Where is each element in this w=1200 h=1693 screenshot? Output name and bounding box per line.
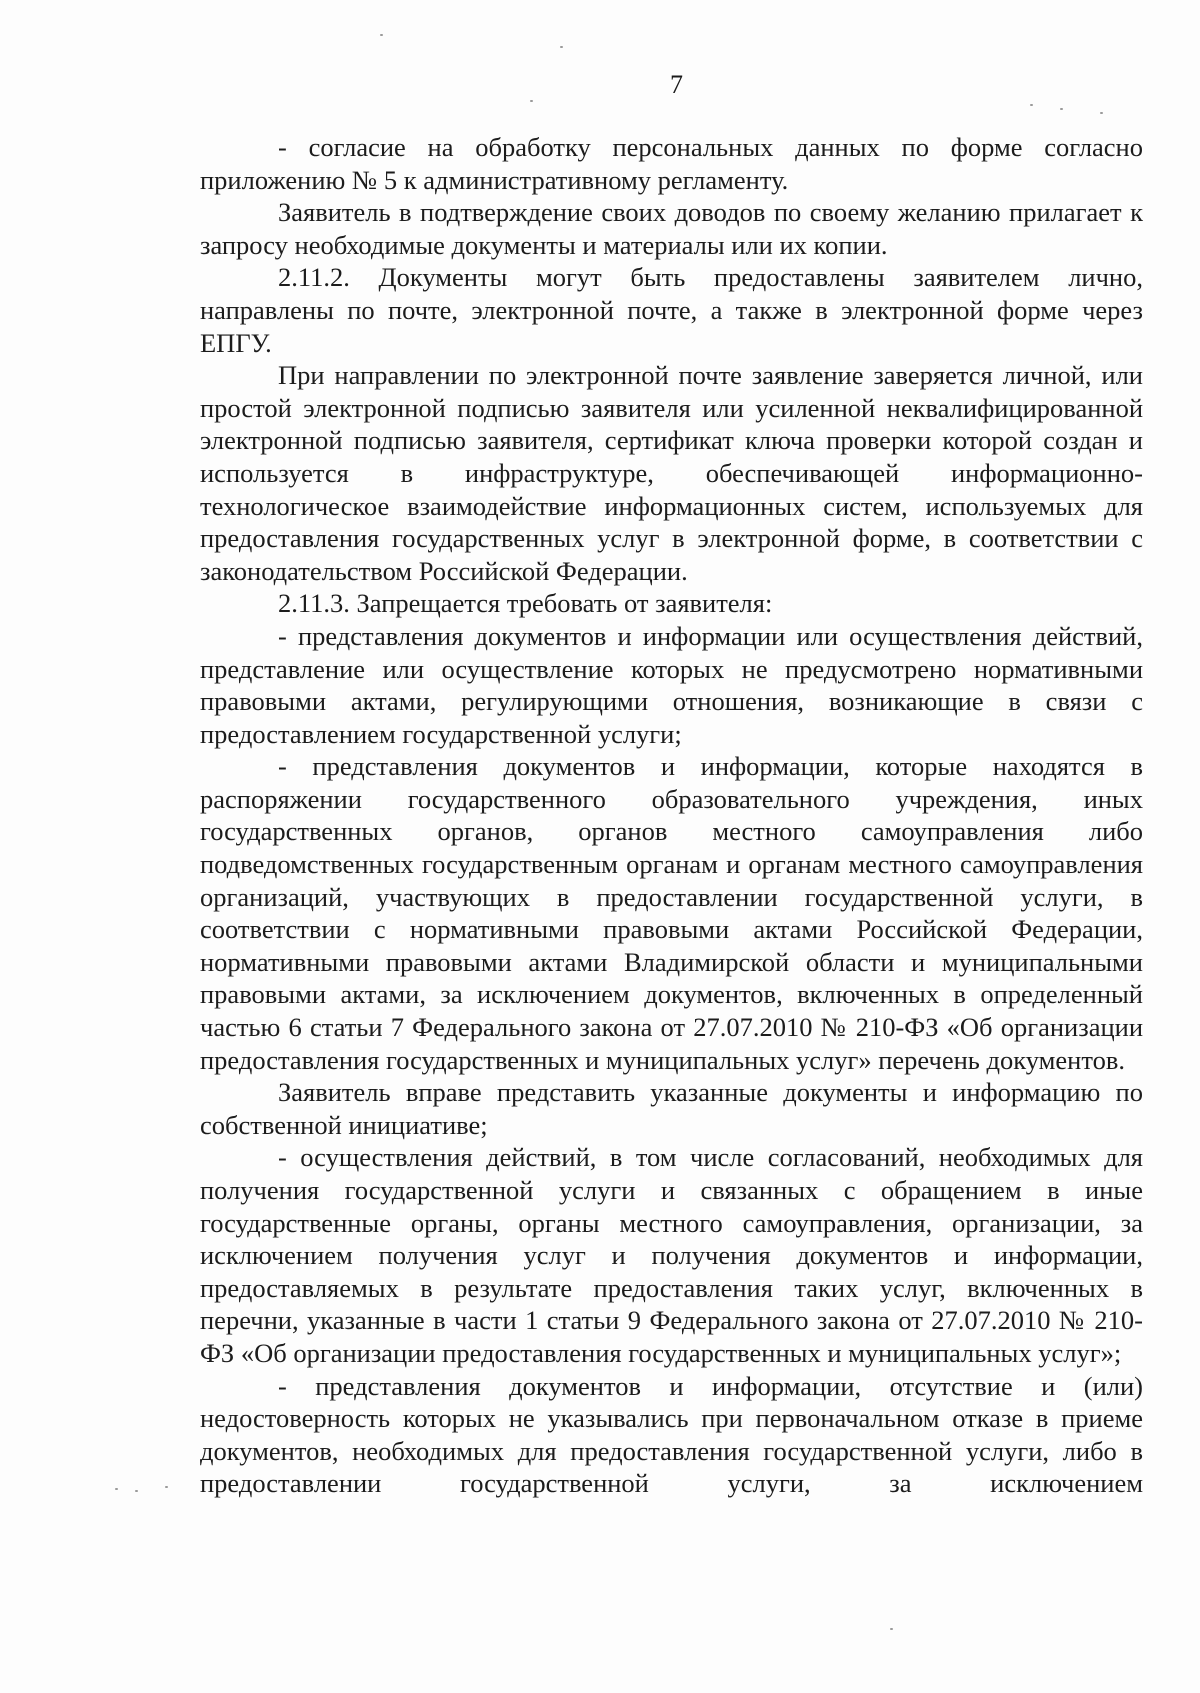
paragraph-prohibited-item-4: - представления документов и информации, отсутствие и (или) недостоверность которых не указывались при первоначальном отказе в приеме документов, необходимых для предоставления государственной услуги, либо в предоставлении государственной услуги, за исключением [200,1370,1143,1499]
scan-speck [1030,104,1033,106]
paragraph-own-initiative: Заявитель вправе представить указанные документы и информацию по собственной инициативе; [200,1077,1143,1140]
paragraph-prohibited-item-2: - представления документов и информации, которые находятся в распоряжении государственного образовательного учреждения, иных государственных органов, органов местного самоуправления либо подведомственных государственным органам и органам местного самоуправления организаций, участвующих в предоставлении государственной услуги, в соответствии с нормативными правовыми актами Российской Федерации, нормативными правовыми актами Владимирской области и муниципальными правовыми актами, за исключением документов, включенных в определенный частью 6 статьи 7 Федерального закона от 27.07.2010 № 210-ФЗ «Об организации предоставления государственных и муниципальных услуг» перечень документов. [200,751,1143,1075]
scan-speck [165,1486,168,1488]
scan-speck [560,46,563,48]
paragraph-2-11-3: 2.11.3. Запрещается требовать от заявителя: [278,588,773,619]
scan-speck [380,34,383,36]
document-body [200,131,1143,1500]
scan-speck [1060,108,1063,110]
paragraph-consent-item: - согласие на обработку персональных данных по форме согласно приложению № 5 к административному регламенту. [200,132,1143,195]
scan-speck [890,1628,893,1630]
paragraph-electronic-signature: При направлении по электронной почте заявление заверяется личной, или простой электронной подписью заявителя или усиленной неквалифицированной электронной подписью заявителя, сертификат ключа проверки которой создан и используется в инфраструктуре, обеспечивающей информационно-технологическое взаимодействие информационных систем, используемых для предоставления государственных услуг в электронной форме, в соответствии с законодательством Российской Федерации. [200,360,1143,586]
scan-speck [135,1490,138,1492]
paragraph-prohibited-item-3: - осуществления действий, в том числе согласований, необходимых для получения государственной услуги и связанных с обращением в иные государственные органы, органы местного самоуправления, организации, за исключением получения услуг и получения документов и информации, предоставляемых в результате предоставления таких услуг, включенных в перечни, указанные в части 1 статьи 9 Федерального закона от 27.07.2010 № 210-ФЗ «Об организации предоставления государственных и муниципальных услуг»; [200,1142,1143,1368]
scan-speck [530,100,533,102]
scan-speck [1100,112,1103,114]
page-number: 7 [670,70,683,99]
paragraph-applicant-documents: Заявитель в подтверждение своих доводов по своему желанию прилагает к запросу необходимые документы и материалы или их копии. [200,197,1143,260]
paragraph-prohibited-item-1: - представления документов и информации или осуществления действий, представление или осуществление которых не предусмотрено нормативными правовыми актами, регулирующими отношения, возникающие в связи с предоставлением государственной услуги; [200,620,1143,749]
paragraph-2-11-2: 2.11.2. Документы могут быть предоставлены заявителем лично, направлены по почте, электронной почте, а также в электронной форме через ЕПГУ. [200,262,1143,358]
scan-speck [115,1488,118,1490]
